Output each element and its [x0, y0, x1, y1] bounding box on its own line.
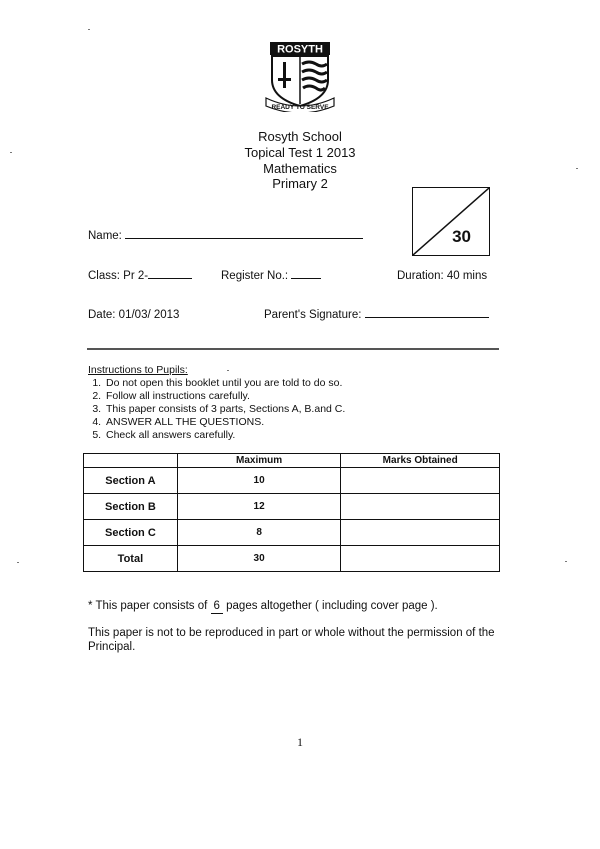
instruction-item: 2. Follow all instructions carefully.: [104, 390, 345, 403]
section-label: Section B: [84, 494, 178, 520]
scan-speck: [88, 29, 90, 30]
instruction-item: 3. This paper consists of 3 parts, Sections A, B.and C.: [104, 403, 345, 416]
scan-speck: [10, 152, 12, 153]
name-line[interactable]: [125, 238, 363, 239]
score-box: [412, 187, 490, 256]
instruction-item: 5. Check all answers carefully.: [104, 429, 345, 442]
scan-speck: [227, 370, 229, 371]
class-label: Class: Pr 2-: [88, 270, 149, 282]
instructions-list: [88, 377, 345, 442]
level-title: Primary 2: [272, 176, 328, 191]
register-line[interactable]: [291, 278, 321, 279]
date-text: Date: 01/03/ 2013: [88, 309, 180, 321]
pages-note-after: pages altogether ( including cover page ).: [226, 600, 438, 612]
total-label: Total: [84, 546, 178, 572]
name-field[interactable]: [88, 230, 363, 242]
signature-line[interactable]: [365, 317, 489, 318]
score-total: 30: [452, 227, 471, 246]
subject-title: Mathematics: [263, 161, 337, 176]
test-title: Topical Test 1 2013: [244, 145, 356, 160]
total-maximum: 30: [177, 546, 341, 572]
page-number: 1: [297, 735, 303, 749]
maximum-marks: 8: [177, 520, 341, 546]
register-label: Register No.:: [221, 270, 289, 282]
pages-note: [88, 599, 508, 614]
name-label: Name:: [88, 230, 122, 242]
table-row: [84, 520, 500, 546]
duration-text: Duration: 40 mins: [397, 270, 488, 282]
svg-text:READY TO SERVE: READY TO SERVE: [271, 104, 329, 111]
pages-count: 6: [211, 599, 223, 614]
scan-speck: [576, 168, 578, 169]
table-header: Maximum: [177, 454, 341, 468]
instructions: [88, 364, 345, 442]
maximum-marks: 10: [177, 468, 341, 494]
table-header-row: [84, 454, 500, 468]
section-label: Section C: [84, 520, 178, 546]
scan-speck: [17, 562, 19, 563]
marks-obtained-cell[interactable]: [341, 494, 500, 520]
register-field[interactable]: [221, 270, 321, 282]
table-header: Marks Obtained: [341, 454, 500, 468]
table-header: [84, 454, 178, 468]
instruction-item: 4. ANSWER ALL THE QUESTIONS.: [104, 416, 345, 429]
class-line[interactable]: [148, 278, 192, 279]
section-divider: [87, 348, 499, 350]
svg-text:ROSYTH: ROSYTH: [277, 43, 323, 56]
school-crest-logo: [264, 40, 336, 112]
instruction-item: 1. Do not open this booklet until you are told to do so.: [104, 377, 345, 390]
school-name: Rosyth School: [258, 129, 342, 144]
total-obtained-cell[interactable]: [341, 546, 500, 572]
copyright-note: This paper is not to be reproduced in part or whole without the permission of the Principal.: [88, 627, 495, 653]
table-row: [84, 468, 500, 494]
score-box-diagonal: [413, 188, 489, 255]
marks-obtained-cell[interactable]: [341, 520, 500, 546]
instructions-title: Instructions to Pupils:: [88, 364, 188, 376]
section-label: Section A: [84, 468, 178, 494]
maximum-marks: 12: [177, 494, 341, 520]
table-row: [84, 494, 500, 520]
signature-field[interactable]: [264, 309, 489, 321]
pages-note-before: * This paper consists of: [88, 600, 208, 612]
table-row: [84, 546, 500, 572]
signature-label: Parent's Signature:: [264, 309, 362, 321]
class-field[interactable]: [88, 270, 192, 282]
scan-speck: [565, 561, 567, 562]
marks-table: [83, 453, 500, 572]
marks-obtained-cell[interactable]: [341, 468, 500, 494]
